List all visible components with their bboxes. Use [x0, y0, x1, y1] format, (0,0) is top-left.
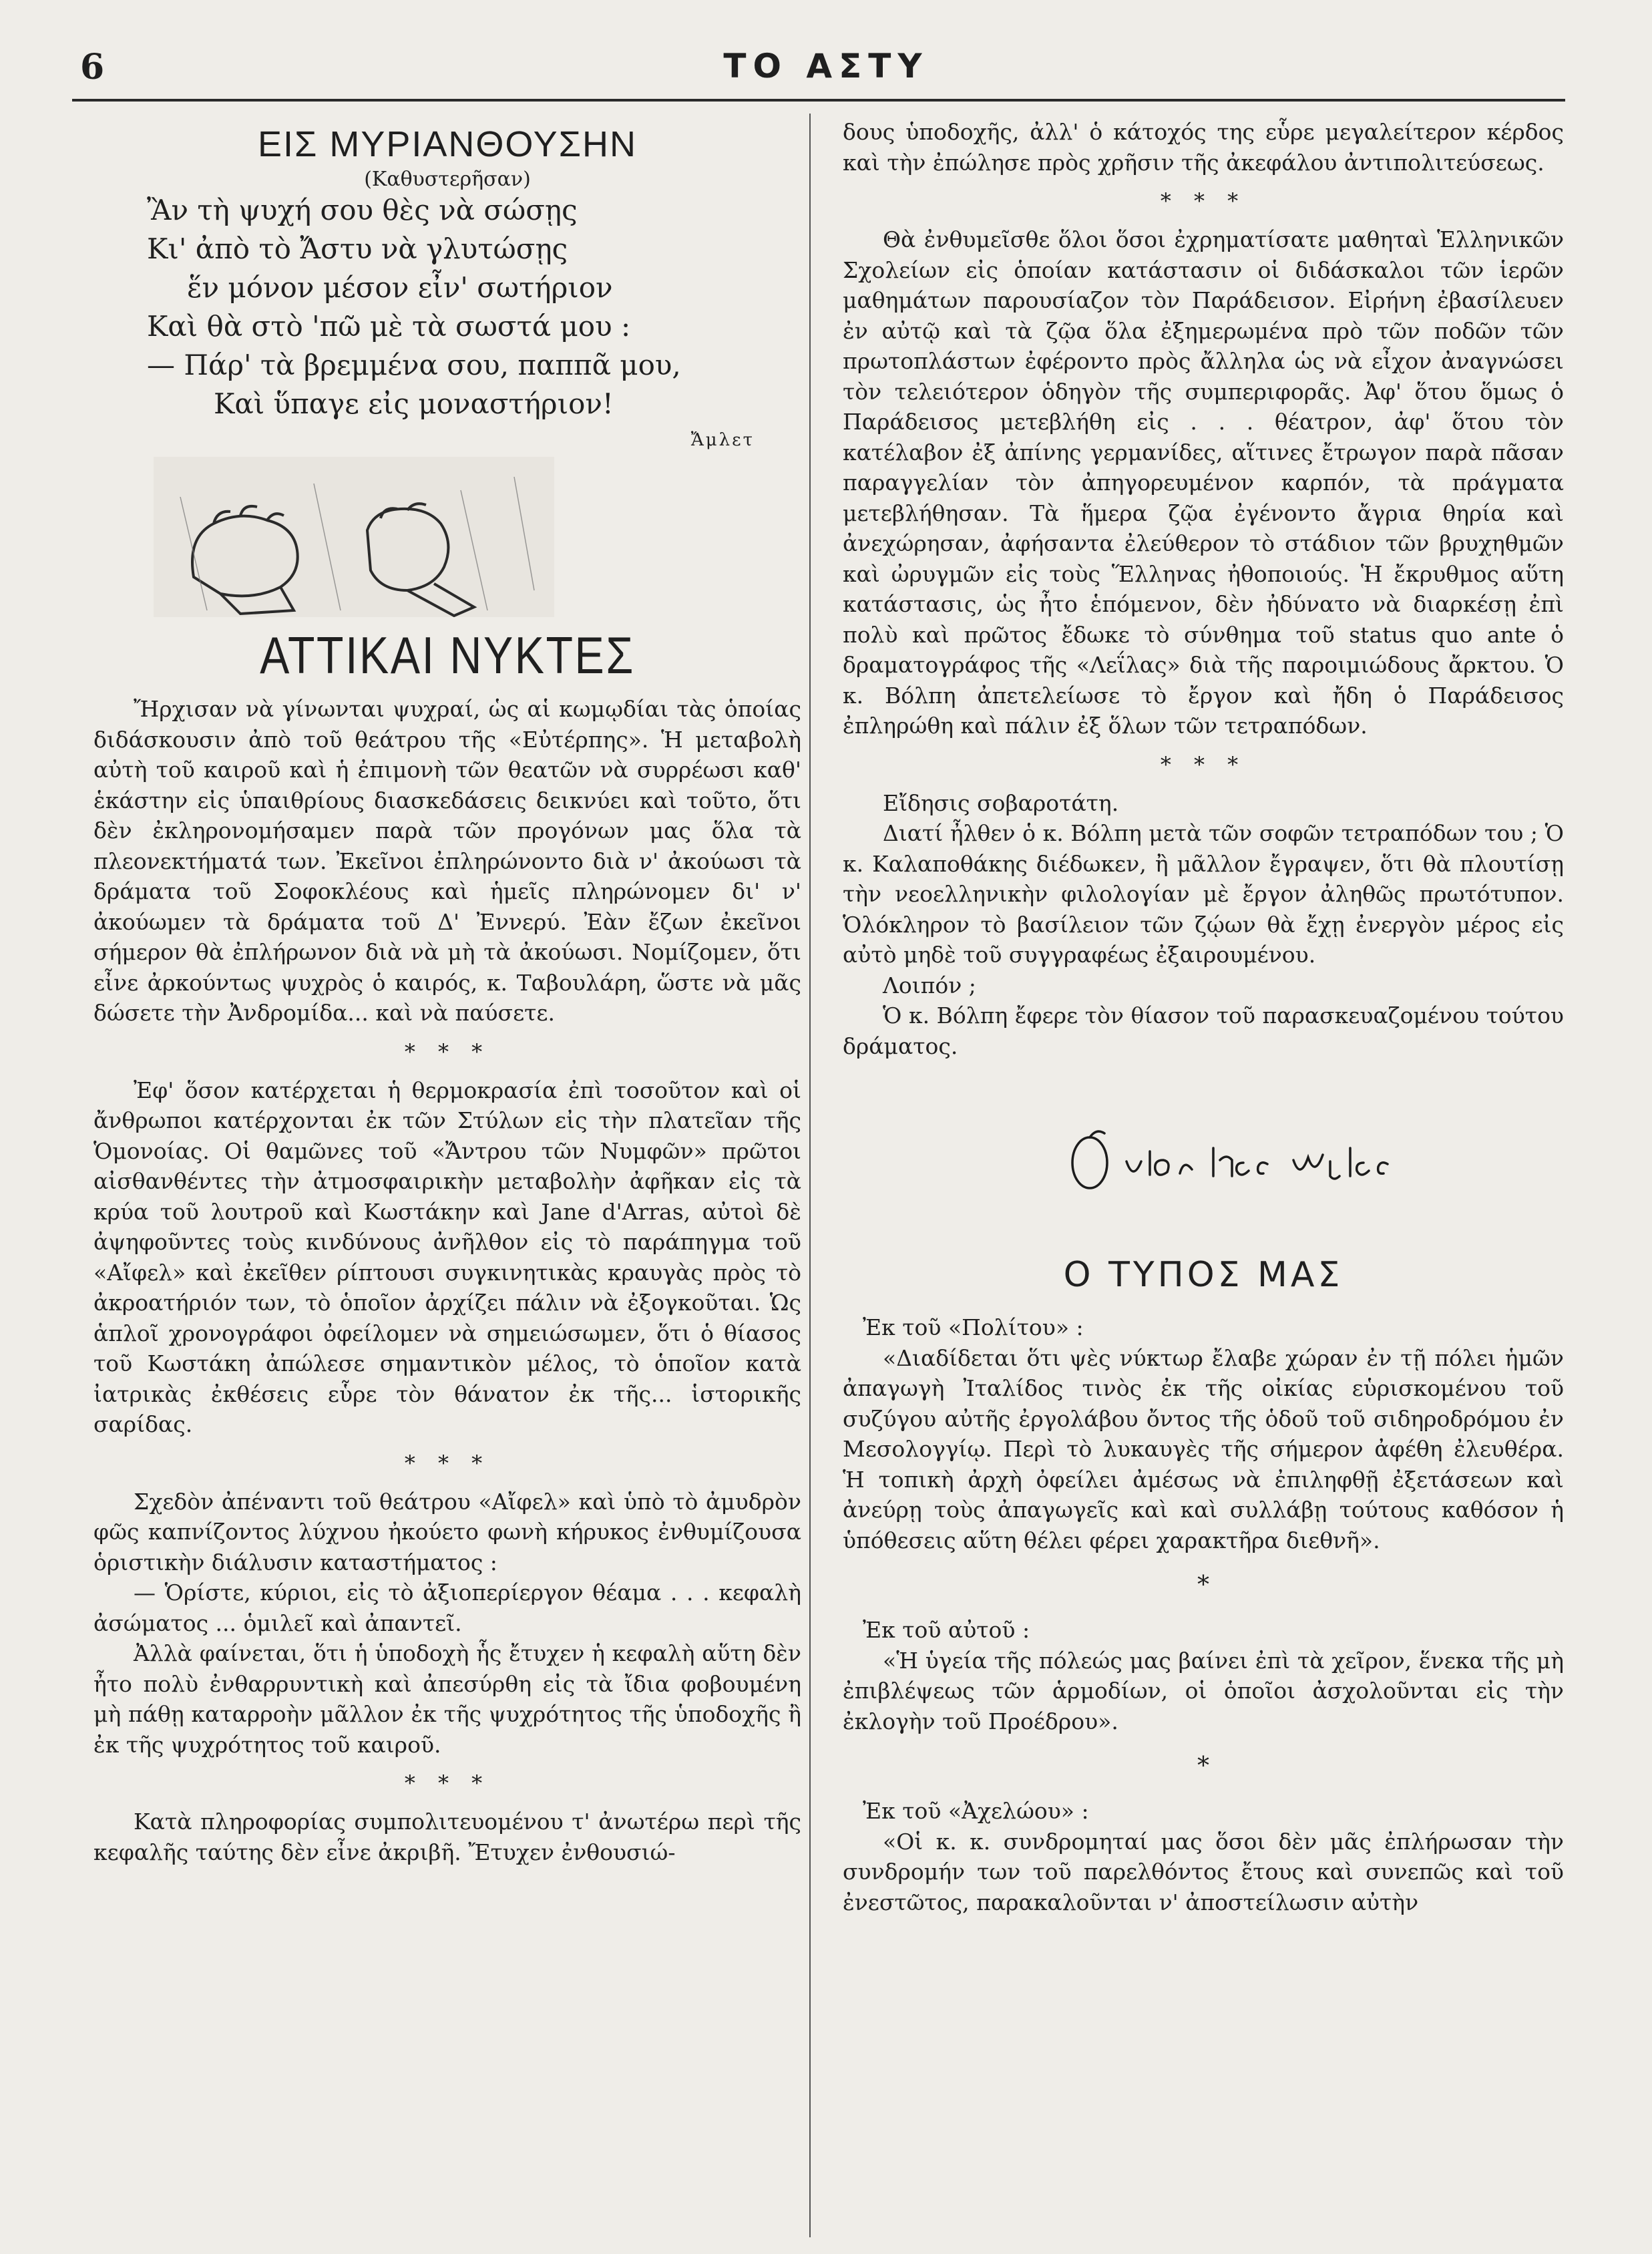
poem-line: — Πάρ' τὰ βρεμμένα σου, παππᾶ μου,: [147, 349, 681, 381]
press-source: Ἐκ τοῦ αὐτοῦ :: [863, 1617, 1030, 1643]
paragraph: Θὰ ἐνθυμεῖσθε ὅλοι ὅσοι ἐχρηματίσατε μαθηταὶ Ἑλληνικῶν Σχολείων εἰς ὁποίαν κατάστασιν οἱ διδάσκαλοι τῶν ἱερῶν μαθημάτων παρουσίαζον τὸν Παράδεισον. Εἰρήνη ἐβασίλευεν ἐν αὐτῷ καὶ τὰ ζῷα ὅλα ἐξημερωμένα πρὸ τῶν ποδῶν τῶν πρωτοπλάστων ἐφέροντο πρὸς ἄλληλα ὡς νὰ εἶχον ἀναγνώσει τὸν τελειότερον ὁδηγὸν τῆς συμπεριφορᾶς. Ἀφ' ὅτου ὅμως ὁ Παράδεισος μετεβλήθη εἰς . . . θέατρον, ἀφ' ὅτου τὸν κατέλαβον ἐξ ἀπίνης γερμανίδες, αἵτινες ἔτρωγον παρὰ πᾶσαν παραγγελίαν τὸν ἀπηγορευμένον καρπόν, τὰ πράγματα μετεβλήθησαν. Τὰ ἥμερα ζῷα ἐγένοντο ἄγρια θηρία καὶ ἀνεχώρησαν, ἀφήσαντα ἐλεύθερον τὸ στάδιον τῶν βρυχηθμῶν καὶ ὠρυγμῶν εἰς τοὺς Ἕλληνας ἠθοποιούς. Ἡ ἔκρυθμος αὕτη κατάστασις, ὡς ἦτο ἑπόμενον, δὲν ἠδύνατο νὰ διαρκέσῃ ἐπὶ πολὺ καὶ πρῶτος ἔδωκε τὸ σύνθημα τοῦ status quo ante ὁ δραματογράφος τῆς «Λεΐλας» διὰ τῆς παροιμιώδους ἄρκτου. Ὁ κ. Βόλπη ἀπετελείωσε τὸ ἔργον καὶ ἤδη ὁ Παράδεισος ἐπληρώθη καὶ πάλιν ἐξ ὅλων τῶν τετραπόδων.: [843, 226, 1564, 739]
section-separator: * * *: [404, 1770, 491, 1796]
poem-line: Καὶ ὕπαγε εἰς μοναστήριον!: [214, 387, 614, 420]
poem-signature: Ἄμλετ: [690, 430, 755, 450]
press-separator: *: [1197, 1571, 1209, 1599]
poem-line: Κι' ἀπὸ τὸ Ἄστυ νὰ γλυτώσῃς: [147, 232, 568, 265]
press-source: Ἐκ τοῦ «Πολίτου» :: [863, 1314, 1084, 1340]
paragraph: Σχεδὸν ἀπέναντι τοῦ θεάτρου «Αἴφελ» καὶ ὑπὸ τὸ ἀμυδρὸν φῶς καπνίζοντος λύχνου ἠκούετο φωνὴ κήρυκος ἐνθυμίζουσα ὁριστικὴν διάλυσιν καταστήματος :: [93, 1488, 801, 1575]
paragraph: Εἴδησις σοβαροτάτη.: [883, 789, 1119, 816]
section-separator: * * *: [1160, 751, 1247, 777]
fists-illustration: [140, 457, 708, 617]
poem: [93, 124, 801, 450]
left-column: [93, 117, 801, 1867]
page-number: 6: [80, 47, 105, 87]
paragraph: Ὁ κ. Βόλπη ἔφερε τὸν θίασον τοῦ παρασκευαζομένου τούτου δράματος.: [843, 1002, 1564, 1059]
paragraph: Κατὰ πληροφορίας συμπολιτευομένου τ' ἀνωτέρω περὶ τῆς κεφαλῆς ταύτης δὲν εἶνε ἀκριβῆ. Ἔτυχεν ἐνθουσιώ-: [93, 1809, 801, 1865]
masthead: ΤΟ ΑΣΤΥ: [723, 47, 929, 85]
paragraph: — Ὁρίστε, κύριοι, εἰς τὸ ἀξιοπερίεργον θέαμα . . . κεφαλὴ ἀσώματος ... ὁμιλεῖ καὶ ἀπαντεῖ.: [93, 1579, 801, 1636]
paragraph: δους ὑποδοχῆς, ἀλλ' ὁ κάτοχός της εὗρε μεγαλείτερον κέρδος καὶ τὴν ἐπώλησε πρὸς χρῆσιν τῆς ἀκεφάλου ἀντιπολιτεύσεως.: [843, 119, 1564, 176]
press-separator: *: [1197, 1752, 1209, 1780]
poem-line: ἕν μόνον μέσον εἶν' σωτήριον: [187, 271, 613, 304]
press-quote: «Διαδίδεται ὅτι ψὲς νύκτωρ ἔλαβε χώραν ἐν τῇ πόλει ἡμῶν ἀπαγωγὴ Ἰταλίδος τινὸς ἐκ τῆς οἰκίας εὑρισκομένου τοῦ συζύγου αὐτῆς ἐργολάβου ὄντος τῆς ὁδοῦ τοῦ σιδηροδρόμου ἐν Μεσολογγίῳ. Περὶ τὸ λυκαυγὲς τῆς σήμερον ἀφέθη ἐλευθέρα. Ἡ τοπικὴ ἀρχὴ ὀφείλει ἀμέσως νὰ ἐπιληφθῇ ἐξετάσεων καὶ ἀνεύρῃ τοὺς ἀπαγωγεῖς καὶ καὶ συλλάβῃ τούτους καθόσον ἡ ὑπόθεσεις αὕτη θέλει φέρει χαρακτῆρα διεθνῆ».: [843, 1344, 1564, 1553]
poem-line: Καὶ θὰ στὸ 'πῶ μὲ τὰ σωστά μου :: [147, 310, 631, 343]
column-divider: [809, 114, 811, 2237]
poem-title: ΕΙΣ ΜΥΡΙΑΝΘΟΥΣΗΝ: [257, 124, 638, 164]
paragraph: Ἤρχισαν νὰ γίνωνται ψυχραί, ὡς αἱ κωμῳδίαι τὰς ὁποίας διδάσκουσιν ἀπὸ τοῦ θεάτρου τῆς «Εὐτέρπης». Ἡ μεταβολὴ αὐτὴ τοῦ καιροῦ καὶ ἡ ἐπιμονὴ τῶν θεατῶν νὰ συρρέωσι καθ' ἑκάστην εἰς ὑπαιθρίους διασκεδάσεις δεικνύει καὶ τοῦτο, ὅτι δὲν ἐκληρονομήσαμεν παρὰ τῶν προγόνων μας ὅλα τὰ πλεονεκτήματά των. Ἐκεῖνοι ἐπληρώνοντο διὰ ν' ἀκούωσι τὰ δράματα τοῦ Σοφοκλέους καὶ ἡμεῖς πληρώνομεν δι' ν' ἀκούωμεν τὰ δράματα τοῦ Δ' Ἐννερύ. Ἐὰν ἔζων ἐκεῖνοι σήμερον θὰ ἐπλήρωνον διὰ νὰ μὴ τὰ ἀκούωσι. Νομίζομεν, ὅτι εἶνε ἀρκούντως ψυχρὸς ὁ καιρός, κ. Ταβουλάρη, ὥστε νὰ μᾶς δώσετε τὴν Ἀνδρομίδα... καὶ νὰ παύσετε.: [93, 696, 801, 1026]
paragraph: Λοιπόν ;: [883, 972, 976, 998]
handwritten-signature: [1063, 1121, 1410, 1201]
paragraph: Ἐφ' ὅσον κατέρχεται ἡ θερμοκρασία ἐπὶ τοσοῦτον καὶ οἱ ἄνθρωποι κατέρχονται ἐκ τῶν Στύλων εἰς τὴν πλατεῖαν τῆς Ὁμονοίας. Οἱ θαμῶνες τοῦ «Ἄντρου τῶν Νυμφῶν» πρῶτοι αἰσθανθέντες τὴν ἀτμοσφαιρικὴν μεταβολὴν ἀφῆκαν εἰς τὰ κρύα τοῦ λουτροῦ καὶ Κωστάκην καὶ Jane d'Arras, αὐτοὶ δὲ ἀψηφοῦντες τοὺς κινδύνους ἀνῆλθον εἰς τὸ παράπηγμα τοῦ «Αἴφελ» καὶ ἐκεῖθεν ρίπτουσι συγκινητικὰς κραυγὰς πρὸς τὸ ἀκροατήριόν των, τὸ ὁποῖον ἀρχίζει πάλιν νὰ ἐξογκοῦται. Ὡς ἁπλοῖ χρονογράφοι ὀφείλομεν νὰ σημειώσωμεν, ὅτι ὁ θίασος τοῦ Κωστάκη ἀπώλεσε σημαντικὸν μέλος, τὸ ὁποῖον κατὰ ἰατρικὰς ἐκθέσεις εὗρε τὸν θάνατον ἐκ τῆς... ἱστορικῆς σαρίδας.: [93, 1077, 801, 1437]
section-separator: * * *: [404, 1450, 491, 1476]
poem-line: Ἂν τὴ ψυχή σου θὲς νὰ σώσῃς: [147, 194, 578, 226]
header-rule: [72, 99, 1565, 102]
signature-drawing: [1063, 1121, 1410, 1201]
section-separator: * * *: [404, 1039, 491, 1065]
right-column: [843, 117, 1564, 1917]
press-source: Ἐκ τοῦ «Ἀχελώου» :: [863, 1798, 1089, 1824]
poem-subtitle: (Καθυστερῆσαν): [364, 168, 531, 191]
paragraph: Ἀλλὰ φαίνεται, ὅτι ἡ ὑποδοχὴ ἧς ἔτυχεν ἡ κεφαλὴ αὕτη δὲν ἦτο πολὺ ἐνθαρρυντικὴ καὶ ἀπεσύρθη εἰς τὰ ἴδια φοβουμένη μὴ πάθῃ καταρροὴν μᾶλλον ἐκ τῆς ψυχρότητος τῆς ὑποδοχῆς ἢ ἐκ τῆς ψυχρότητος τοῦ καιροῦ.: [93, 1640, 801, 1758]
section-separator: * * *: [1160, 188, 1247, 214]
section-title: ΑΤΤΙΚΑΙ ΝΥΚΤΕΣ: [260, 626, 635, 685]
press-quote: «Οἱ κ. κ. συνδρομηταί μας ὅσοι δὲν μᾶς ἐπλήρωσαν τὴν συνδρομήν των τοῦ παρελθόντος ἔτους καὶ συνεπῶς καὶ τοῦ ἐνεστῶτος, παρακαλοῦνται ν' ἀποστείλωσιν αὐτὴν: [843, 1828, 1564, 1915]
paragraph: Διατί ἦλθεν ὁ κ. Βόλπη μετὰ τῶν σοφῶν τετραπόδων του ; Ὁ κ. Καλαποθάκης διέδωκεν, ἢ μᾶλλον ἔγραψεν, ὅτι θὰ πλουτίσῃ τὴν νεοελληνικὴν φιλολογίαν μὲ ἔργον ἀληθῶς πρωτότυπον. Ὁλόκληρον τὸ βασίλειον τῶν ζῴων θὰ ἔχῃ ἐνεργὸν μέρος εἰς αὐτὸ μηδὲ τοῦ συγγραφέως ἐξαιρουμένου.: [843, 820, 1564, 968]
press-quote: «Ἡ ὑγεία τῆς πόλεώς μας βαίνει ἐπὶ τὰ χεῖρον, ἕνεκα τῆς μὴ ἐπιβλέψεως τῶν ἁρμοδίων, οἱ ὁποῖοι ἀσχολοῦνται εἰς τὴν ἐκλογὴν τοῦ Προέδρου».: [843, 1647, 1564, 1734]
press-section-title: Ο ΤΥΠΟΣ ΜΑΣ: [1063, 1255, 1344, 1295]
